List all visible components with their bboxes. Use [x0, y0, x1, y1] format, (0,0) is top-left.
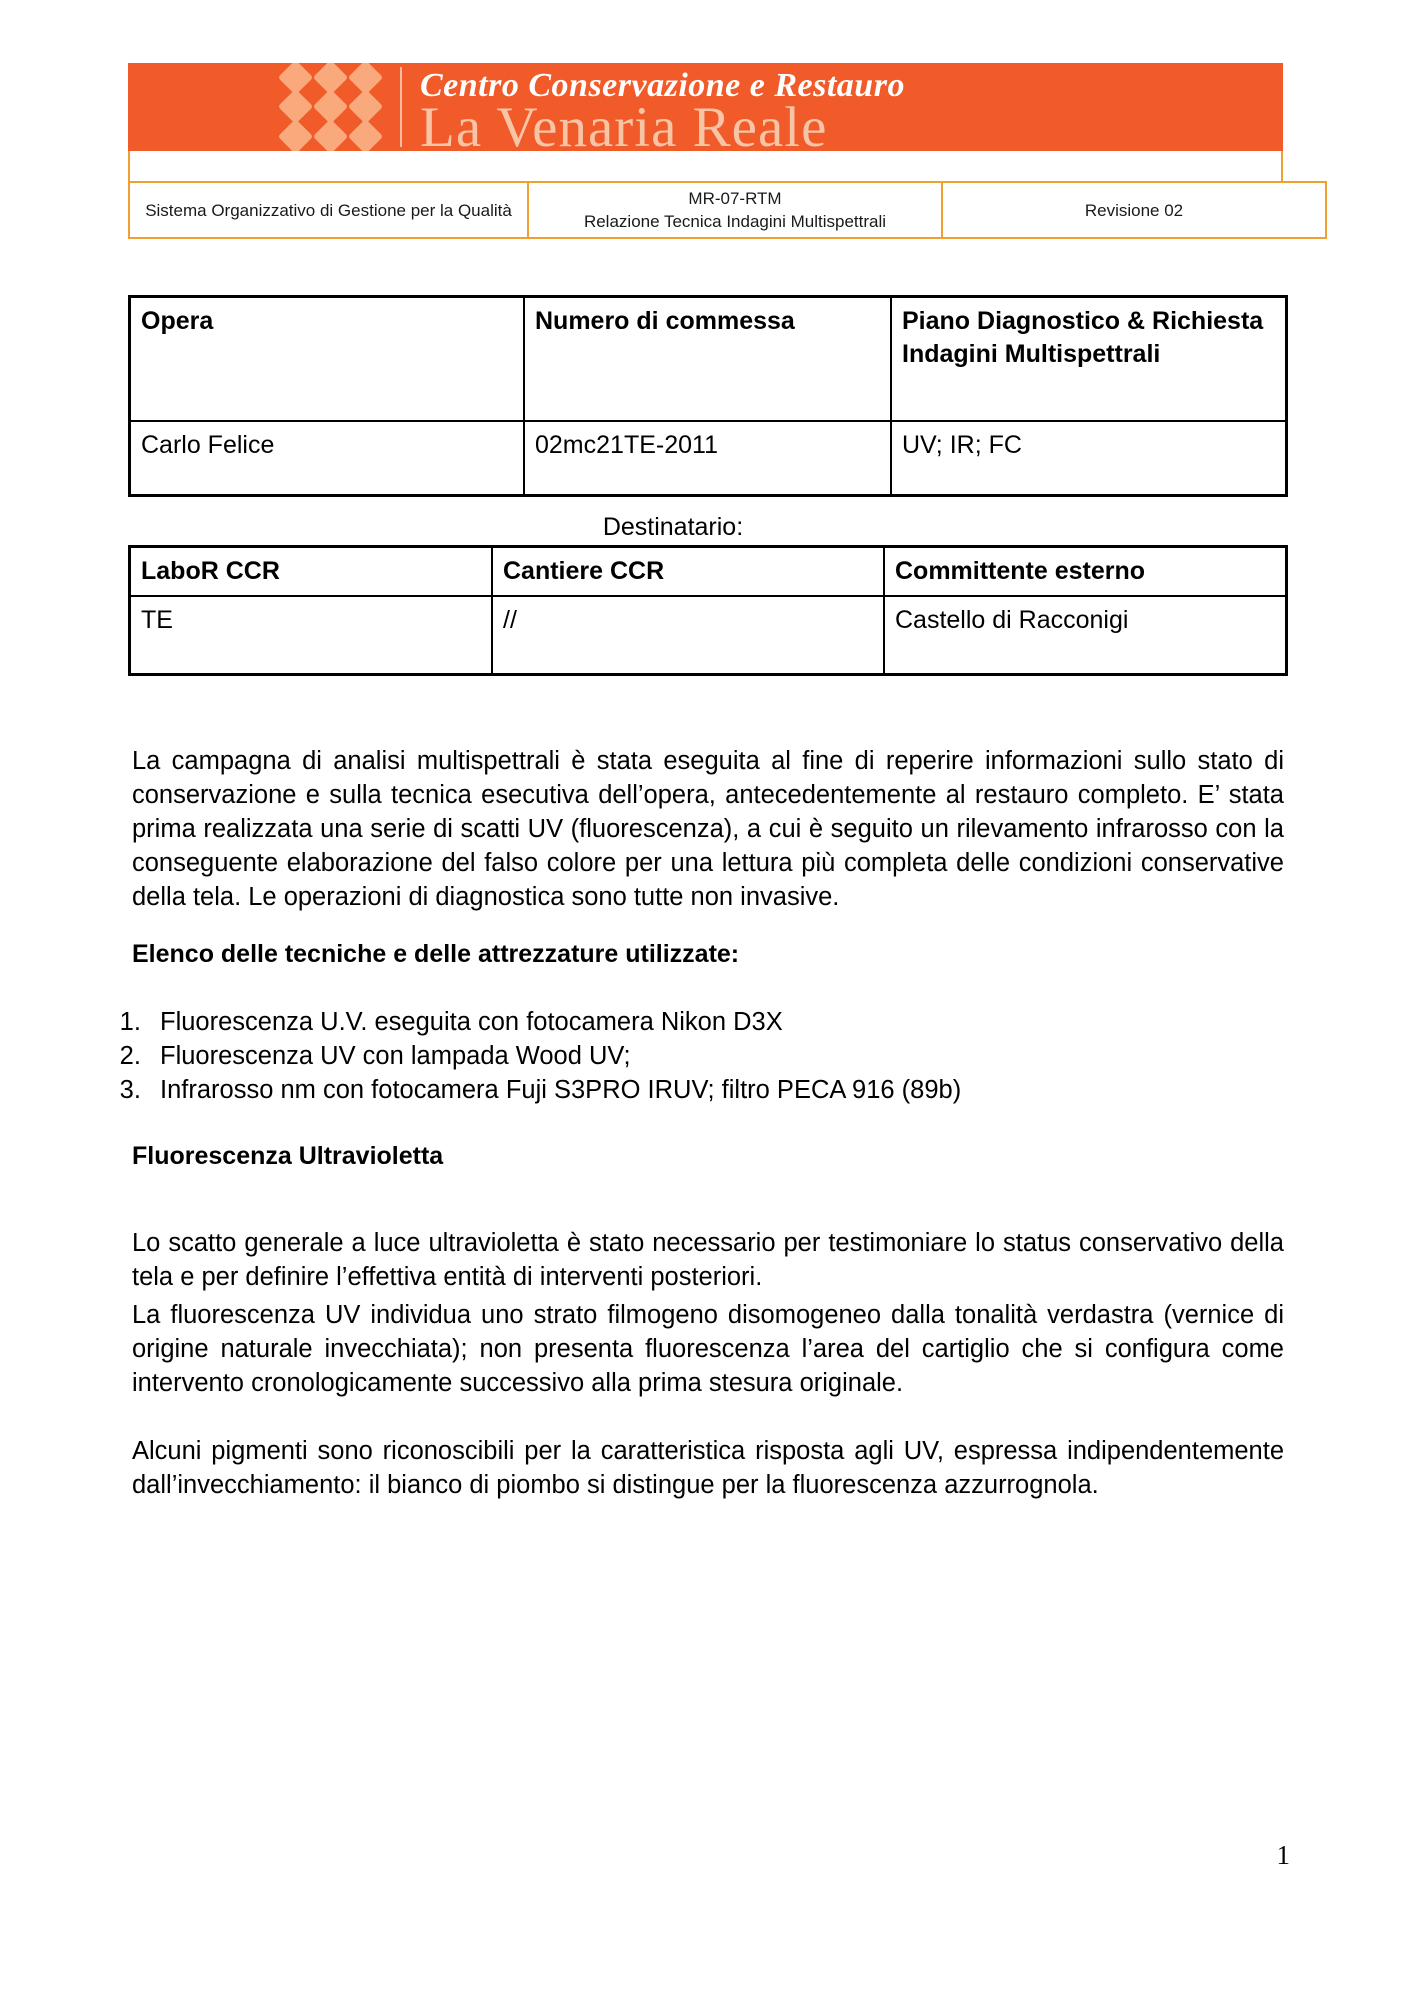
paragraph-fluorescenza-3: Alcuni pigmenti sono riconoscibili per la caratteristica risposta agli UV, espressa indipendentemente dall’invecchiamento: il bianco di piombo si distingue per la fluorescenza azzurrognola. [132, 1436, 1284, 1499]
list-item: 3. Infrarosso nm con fotocamera Fuji S3PRO IRUV; filtro PECA 916 (89b) [148, 1073, 1338, 1107]
table-header-row [130, 547, 1287, 597]
table-row [129, 182, 1326, 238]
destinatario-table [128, 545, 1288, 676]
document-header-table [128, 181, 1327, 239]
column-header-labor-ccr: LaboR CCR [130, 547, 493, 597]
paragraph-fluorescenza-1: Lo scatto generale a luce ultravioletta è stato necessario per testimoniare lo status conservativo della tela e per definire l’effettiva entità di interventi posteriori. [132, 1228, 1284, 1291]
column-header-committente-esterno: Committente esterno [884, 547, 1287, 597]
header-cell-revision: Revisione 02 [942, 182, 1326, 238]
list-item: 1. Fluorescenza U.V. eseguita con fotocamera Nikon D3X [148, 1005, 1338, 1039]
document-code: MR-07-RTM [688, 189, 782, 208]
letterhead-divider [400, 67, 402, 147]
paragraph-fluorescenza-2: La fluorescenza UV individua uno strato filmogeno disomogeneo dalla tonalità verdastra (vernice di origine naturale invecchiata); non presenta fluorescenza l’area del cartiglio che si configura come intervento cronologicamente successivo alla prima stesura originale. [132, 1300, 1284, 1397]
cell-committente-esterno-value: Castello di Racconigi [884, 596, 1287, 675]
letterhead-line-2: La Venaria Reale [420, 96, 828, 151]
column-header-cantiere-ccr: Cantiere CCR [492, 547, 884, 597]
cell-labor-ccr-value: TE [130, 596, 493, 675]
tech-list [96, 1005, 1338, 1107]
cell-numero-commessa-value: 02mc21TE-2011 [524, 421, 891, 496]
paragraph-intro: La campagna di analisi multispettrali è stata eseguita al fine di reperire informazioni sullo stato di conservazione e sulla tecnica esecutiva dell’opera, antecedentemente al restauro completo. E’ stata prima realizzata una serie di scatti UV (fluorescenza), a cui è seguito un rilevamento infrarosso con la conseguente elaborazione del falso colore per una lettura più completa delle condizioni conservative della tela. Le operazioni di diagnostica sono tutte non invasive. [132, 746, 1284, 911]
heading-elenco-tecniche: Elenco delle tecniche e delle attrezzature utilizzate: [132, 940, 740, 968]
letterhead-spacer [128, 151, 1283, 181]
table-row [130, 421, 1287, 496]
column-header-opera: Opera [130, 297, 525, 422]
column-header-numero-commessa: Numero di commessa [524, 297, 891, 422]
column-header-piano-diagnostico: Piano Diagnostico & Richiesta Indagini Multispettrali [891, 297, 1287, 422]
cell-opera-value: Carlo Felice [130, 421, 525, 496]
destinatario-label: Destinatario: [602, 513, 744, 541]
page-number: 1 [1276, 1840, 1290, 1870]
opera-table [128, 295, 1288, 497]
list-item: 2. Fluorescenza UV con lampada Wood UV; [148, 1039, 1338, 1073]
table-header-row [130, 297, 1287, 422]
letterhead-banner [128, 63, 1283, 151]
cell-piano-diagnostico-value: UV; IR; FC [891, 421, 1287, 496]
letterhead-line-1: Centro Conservazione e Restauro [420, 67, 905, 104]
diamond-pattern-icon [278, 63, 383, 151]
heading-fluorescenza-ultravioletta: Fluorescenza Ultravioletta [132, 1142, 444, 1170]
table-row [130, 596, 1287, 675]
cell-cantiere-ccr-value: // [492, 596, 884, 675]
document-title: Relazione Tecnica Indagini Multispettrali [583, 212, 887, 231]
header-cell-document [528, 182, 942, 238]
header-cell-system: Sistema Organizzativo di Gestione per la Qualità [129, 182, 528, 238]
